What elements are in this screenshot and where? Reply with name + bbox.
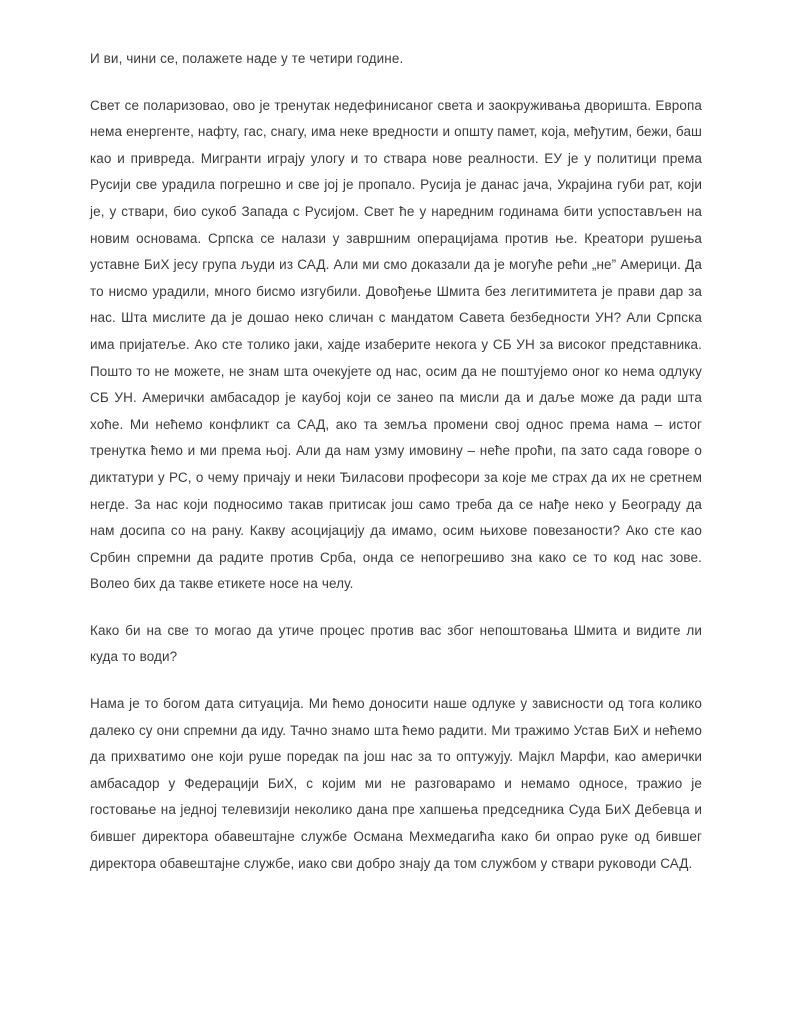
paragraph-interview-question: Како би на све то могао да утиче процес против вас због непоштовања Шмита и видите ли куда то води?	[90, 622, 702, 665]
paragraph-answer-world-polarization: Свет се поларизовао, ово је тренутак недефинисаног света и заокруживања дворишта. Европа нема енергенте, нафту, гас, снагу, има неке вредности и општу памет, која, међутим, бежи, баш као и привреда. Мигранти играју улогу и то ствара нове реалности. ЕУ је у политици према Русији све урадила погрешно и све јој је пропало. Русија је данас јача, Украјина губи рат, који је, у ствари, био сукоб Запада с Русијом. Свет ће у наредним годинама бити успостављен на новим основама. Српска се налази у завршним операцијама против ње. Креатори рушења уставне БиХ јесу група људи из САД. Али ми смо доказали да је могуће рећи „не” Америци. Да то нисмо урадили, много бисмо изгубили. Довођење Шмита без легитимитета је прави дар за нас. Шта мислите да је дошао неко сличан с мандатом Савета безбедности УН? Али Српска има пријатеље. Ако сте толико јаки, хајде изаберите некога у СБ УН за високог представника. Пошто то не можете, не знам шта очекујете од нас, осим да не поштујемо оног ко нема одлуку СБ УН. Амерички амбасадор је каубој који се занео па мисли да и даље може да ради шта хоће. Ми нећемо конфликт са САД, ако та земља промени свој однос према нама – истог тренутка ћемо и ми према њој. Али да нам узму имовину – неће проћи, па зато сада говоре о диктатури у РС, о чему причају и неки Ђиласови професори за које ме страх да их не сретнем негде. За нас који подносимо такав притисак још само треба да се нађе неко у Београду да нам досипа со на рану. Какву асоцијацију да имамо, осим њихове повезаности? Ако сте као Србин спремни да радите против Срба, онда се непогрешиво зна како се то код нас зове. Волео бих да такве етикете носе на челу.	[90, 97, 702, 592]
paragraph-intro-statement: И ви, чини се, полажете наде у те четири године.	[90, 51, 404, 66]
paragraph-answer-situation: Нама је то богом дата ситуација. Ми ћемо доносити наше одлуке у зависности од тога колико далеко су они спремни да иду. Тачно знамо шта ћемо радити. Ми тражимо Устав БиХ и нећемо да прихватимо оне који руше поредак па још нас за то оптужују. Мајкл Марфи, као амерички амбасадор у Федерацији БиХ, с којим ми не разговарамо и немамо односе, тражио је гостовање на једној телевизији неколико дана пре хапшења председника Суда БиХ Дебевца и бившег директора обавештајне службе Османа Мехмедагића како би опрао руке од бившег директора обавештајне службе, иако сви добро знају да том службом у ствари руководи САД.	[90, 696, 702, 871]
document-text-block	[90, 46, 702, 877]
